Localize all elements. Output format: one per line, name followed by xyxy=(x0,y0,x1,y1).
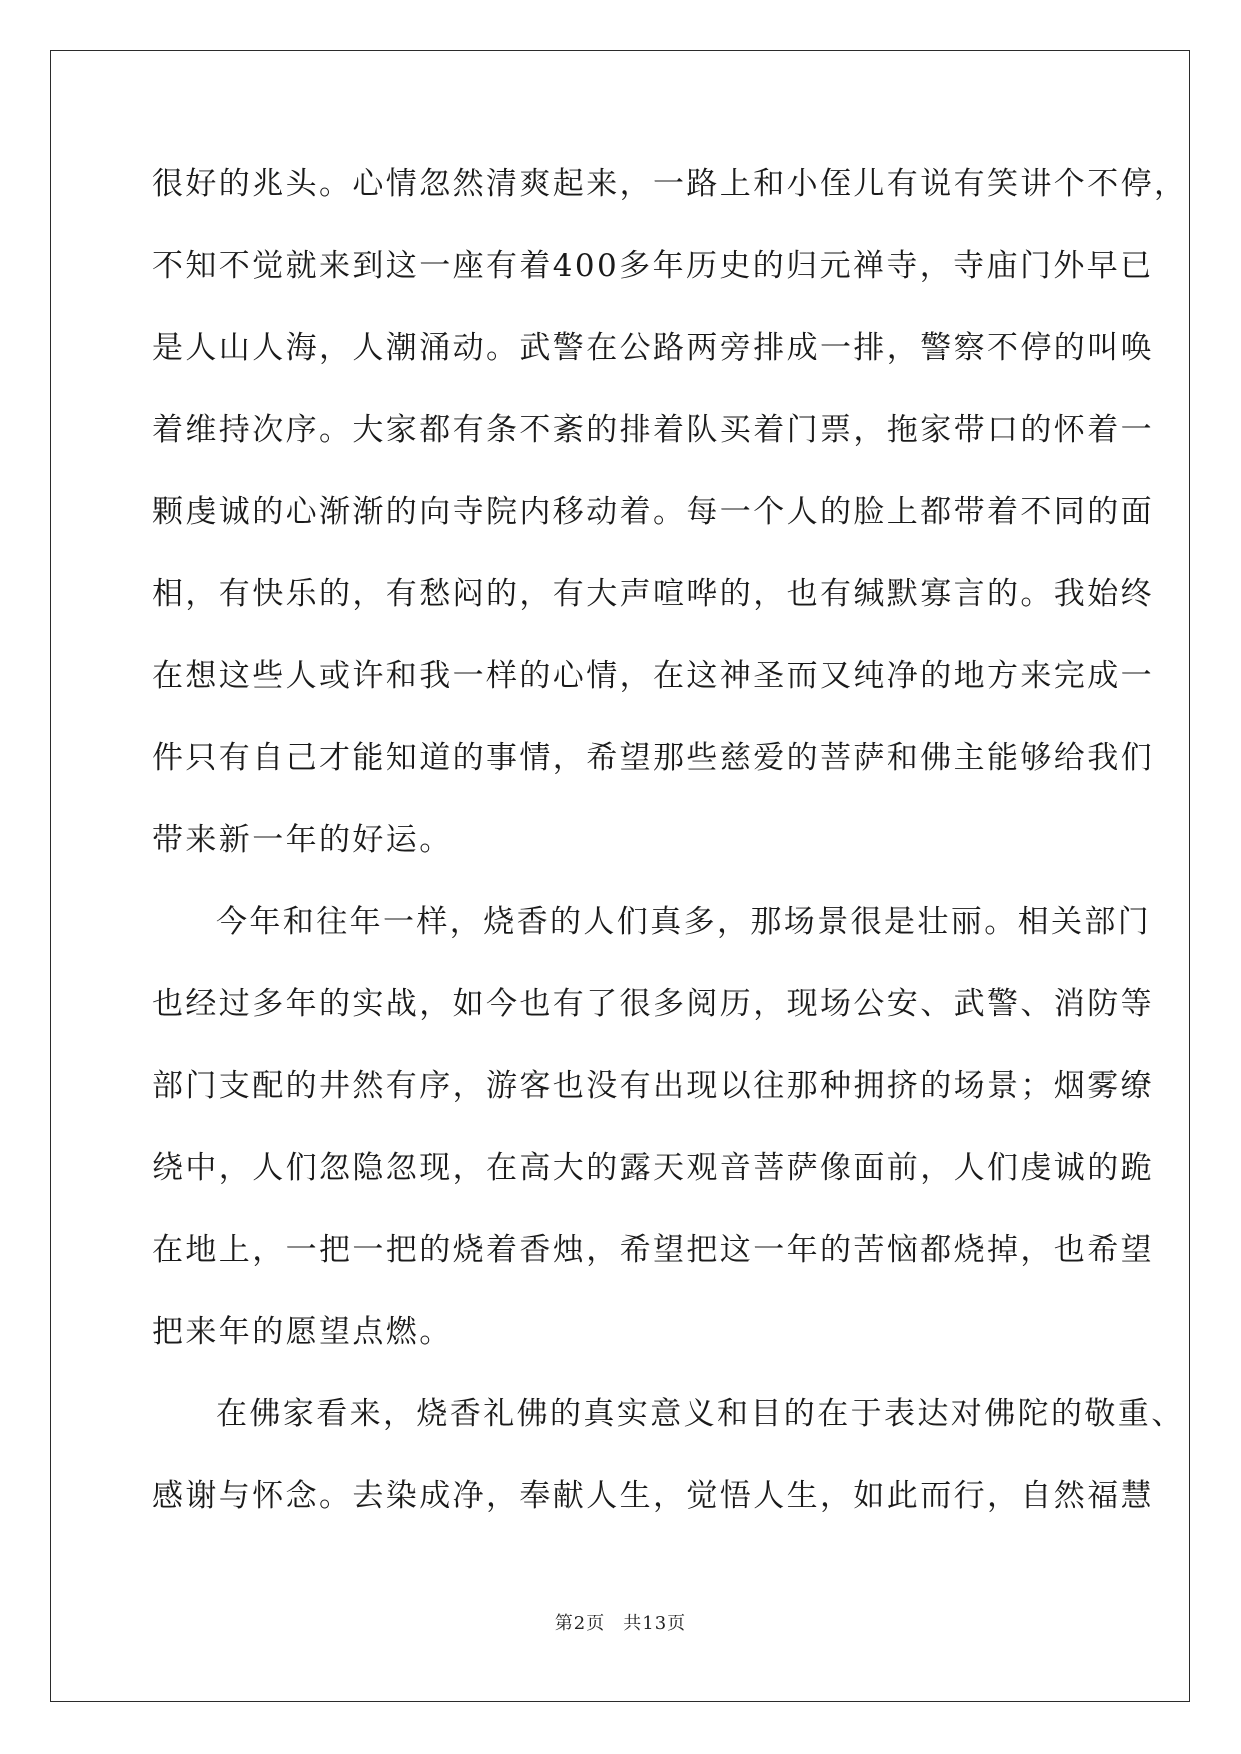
text-line: 是人山人海，人潮涌动。武警在公路两旁排成一排，警察不停的叫唤 xyxy=(152,330,1154,366)
text-line: 今年和往年一样，烧香的人们真多，那场景很是壮丽。相关部门 xyxy=(216,904,1152,940)
text-line: 在地上，一把一把的烧着香烛，希望把这一年的苦恼都烧掉，也希望 xyxy=(152,1232,1154,1268)
text-line: 也经过多年的实战，如今也有了很多阅历，现场公安、武警、消防等 xyxy=(152,986,1154,1022)
text-line: 颗虔诚的心渐渐的向寺院内移动着。每一个人的脸上都带着不同的面 xyxy=(152,494,1154,530)
text-line: 感谢与怀念。去染成净，奉献人生，觉悟人生，如此而行，自然福慧 xyxy=(152,1478,1154,1514)
text-line: 部门支配的井然有序，游客也没有出现以往那种拥挤的场景；烟雾缭 xyxy=(152,1068,1154,1104)
text-line: 绕中，人们忽隐忽现，在高大的露天观音菩萨像面前，人们虔诚的跪 xyxy=(152,1150,1154,1186)
text-line: 在佛家看来，烧香礼佛的真实意义和目的在于表达对佛陀的敬重、 xyxy=(216,1396,1185,1432)
page-number: 第2页 xyxy=(554,1613,606,1634)
text-line: 相，有快乐的，有愁闷的，有大声喧哗的，也有缄默寡言的。我始终 xyxy=(152,576,1154,612)
text-line: 很好的兆头。心情忽然清爽起来，一路上和小侄儿有说有笑讲个不停， xyxy=(152,166,1188,202)
text-line: 件只有自己才能知道的事情，希望那些慈爱的菩萨和佛主能够给我们 xyxy=(152,740,1154,776)
document-body xyxy=(152,154,1188,1548)
text-line: 着维持次序。大家都有条不紊的排着队买着门票，拖家带口的怀着一 xyxy=(152,412,1154,448)
text-line: 把来年的愿望点燃。 xyxy=(152,1314,453,1350)
page-total: 共13页 xyxy=(623,1613,687,1634)
text-line: 在想这些人或许和我一样的心情，在这神圣而又纯净的地方来完成一 xyxy=(152,658,1154,694)
text-line: 带来新一年的好运。 xyxy=(152,822,453,858)
text-line: 不知不觉就来到这一座有着400多年历史的归元禅寺，寺庙门外早已 xyxy=(152,248,1154,284)
page-footer xyxy=(0,1609,1241,1635)
